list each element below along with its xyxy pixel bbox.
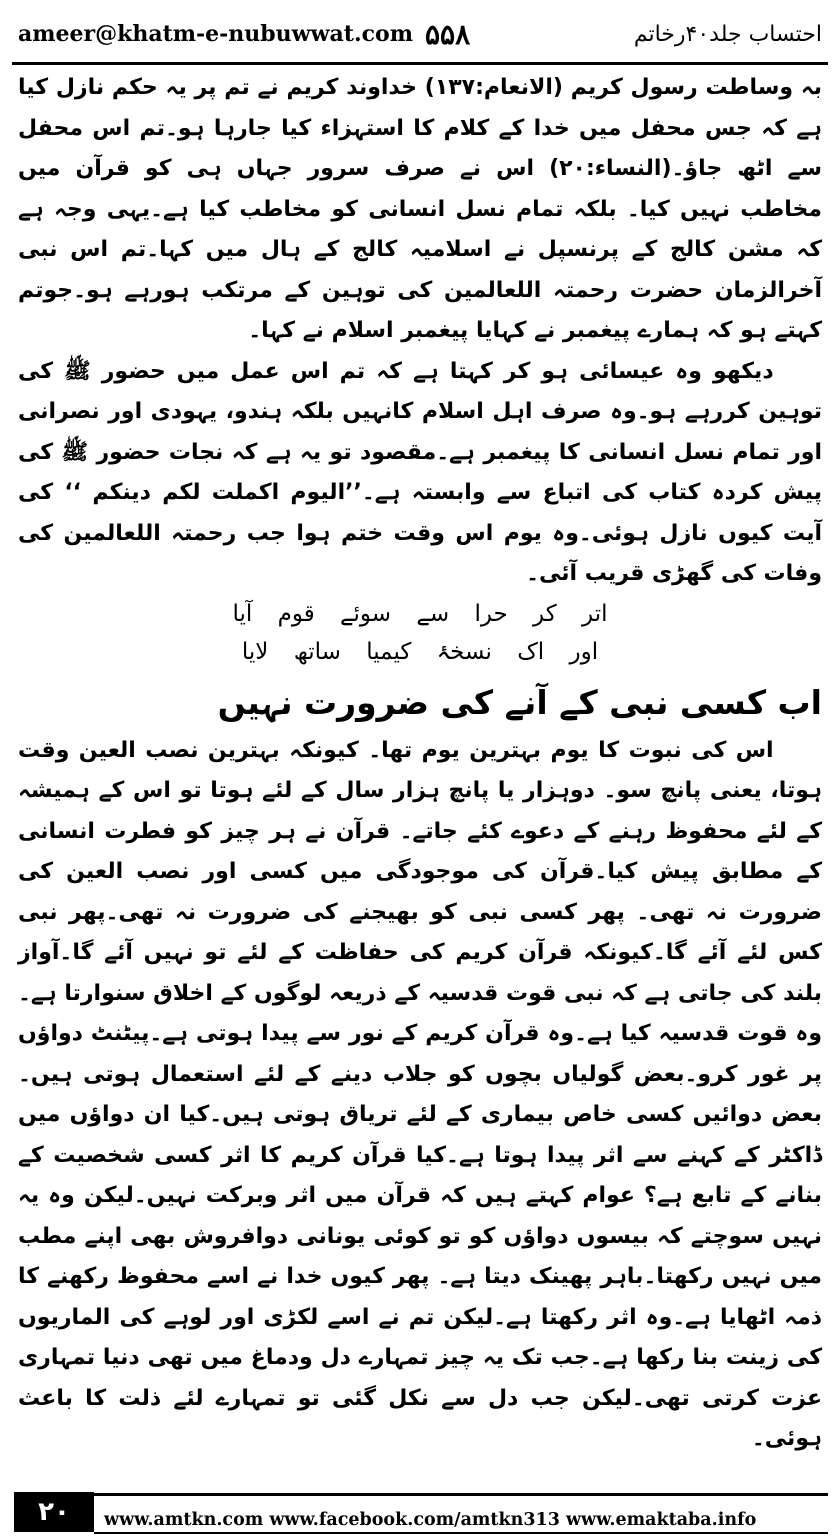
section-number-box: ۲۰ (14, 1492, 94, 1532)
paragraph-3: اس کی نبوت کا یوم بہترین یوم تھا۔ کیونکہ بہترین نصب العین وقت ہوتا، یعنی پانچ سو۔ دوہزار یا پانچ ہزار سال کے لئے ہوتا تو اس کے ہمیشہ کے لئے محفوظ رہنے کے دعوے کئے جاتے۔ قرآن نے ہر چیز کو فطرت انسانی کے مطابق پیش کیا۔قرآن کی موجودگی میں کسی اور نصب العین کی ضرورت نہ تھی۔ پھر کسی نبی کو بھیجنے کی ضرورت نہ تھی۔پھر نبی کس لئے آئے گا۔کیونکہ قرآن کریم کی حفاظت کے لئے تو نہیں آئے گا۔آواز بلند کی جاتی ہے کہ نبی قوت قدسیہ کے ذریعہ لوگوں کے اخلاق سنوارتا ہے۔وہ قوت قدسیہ کیا ہے۔وہ قرآن کریم کے نور سے پیدا ہوتی ہے۔پیٹنٹ دواؤں پر غور کرو۔بعض گولیاں بچوں کو جلاب دینے کے لئے استعمال ہوتی ہیں۔بعض دوائیں کسی خاص بیماری کے لئے تریاق ہوتی ہیں۔کیا ان دواؤں میں ڈاکٹر کے کہنے سے اثر پیدا ہوتا ہے۔کیا قرآن کریم کا اثر کسی شخصیت کے بنانے کے تابع ہے؟ عوام کہتے ہیں کہ قرآن میں اثر وبرکت نہیں۔لیکن وہ یہ نہیں سوچتے کہ بیسوں دواؤں کو تو کوئی یونانی دوافروش بھی اپنے مطب میں نہیں رکھتا۔باہر پھینک دیتا ہے۔ پھر کیوں خدا نے اسے محفوظ رکھنے کا ذمہ اٹھایا ہے۔وہ اثر رکھتا ہے۔لیکن تم نے اسے لکڑی اور لوہے کی الماریوں کی زینت بنا رکھا ہے۔جب تک یہ چیز تمہارے دل ودماغ میں تھی دنیا تمہاری عزت کرتی تھی۔لیکن جب دل سے نکل گئی تو تمہارے لئے ذلت کا باعث ہوئی۔ (18, 737, 822, 1451)
paragraph-2: دیکھو وہ عیسائی ہو کر کہتا ہے کہ تم اس عمل میں حضور ﷺ کی توہین کررہے ہو۔وہ صرف اہل اسلام کانہیں بلکہ ہندو، یہودی اور نصرانی اور تمام نسل انسانی کا پیغمبر ہے۔مقصود تو یہ ہے کہ نجات حضور ﷺ کی پیش کردہ کتاب کی اتباع سے وابستہ ہے۔’’الیوم اکملت لکم دینکم ‘‘ کی آیت کیوں نازل ہوئی۔وہ یوم اس وقت ختم ہوا جب رحمتہ اللعالمین کی وفات کی گھڑی قریب آئی۔ (18, 358, 822, 586)
page-number: ۵۵۸ (424, 17, 471, 51)
page-header (18, 8, 822, 60)
footer-links[interactable]: www.amtkn.com www.facebook.com/amtkn313 www.emaktaba.info (104, 1510, 757, 1530)
page-footer (0, 1482, 840, 1540)
header-rule (12, 62, 828, 65)
footer-rule-top (94, 1493, 828, 1496)
verse-line-2: اور اک نسخۂ کیمیا ساتھ لایا (241, 638, 599, 665)
header-left (18, 18, 470, 51)
footer-rule-bottom (94, 1532, 828, 1534)
paragraph-1: بہ وساطت رسول کریم (الانعام:۱۳۷) خداوند کریم نے تم پر یہ حکم نازل کیا ہے کہ جس محفل میں خدا کے کلام کا استہزاء کیا جارہا ہو۔تم اس محفل سے اٹھ جاؤ۔(النساء:۲۰) اس نے صرف سرور جہاں ہی کو قرآن میں مخاطب نہیں کیا۔ بلکہ تمام نسل انسانی کو مخاطب کیا ہے۔یہی وجہ ہے کہ مشن کالج کے پرنسپل نے اسلامیہ کالج کے ہال میں کہا۔تم اس نبی آخرالزمان حضرت رحمتہ اللعالمین کی توہین کے مرتکب ہورہے ہو۔جوتم کہتے ہو کہ ہمارے پیغمبر نے کہایا پیغمبر اسلام نے کہا۔ (18, 75, 823, 343)
book-title: احتساب جلد۴۰رخاتم (633, 21, 822, 47)
header-email[interactable]: ameer@khatm-e-nubuwwat.com (18, 21, 413, 47)
section-heading: اب کسی نبی کے آنے کی ضرورت نہیں (217, 682, 822, 722)
verse-line-1: اتر کر حرا سے سوئے قوم آیا (232, 600, 608, 627)
page-body (18, 68, 822, 1460)
